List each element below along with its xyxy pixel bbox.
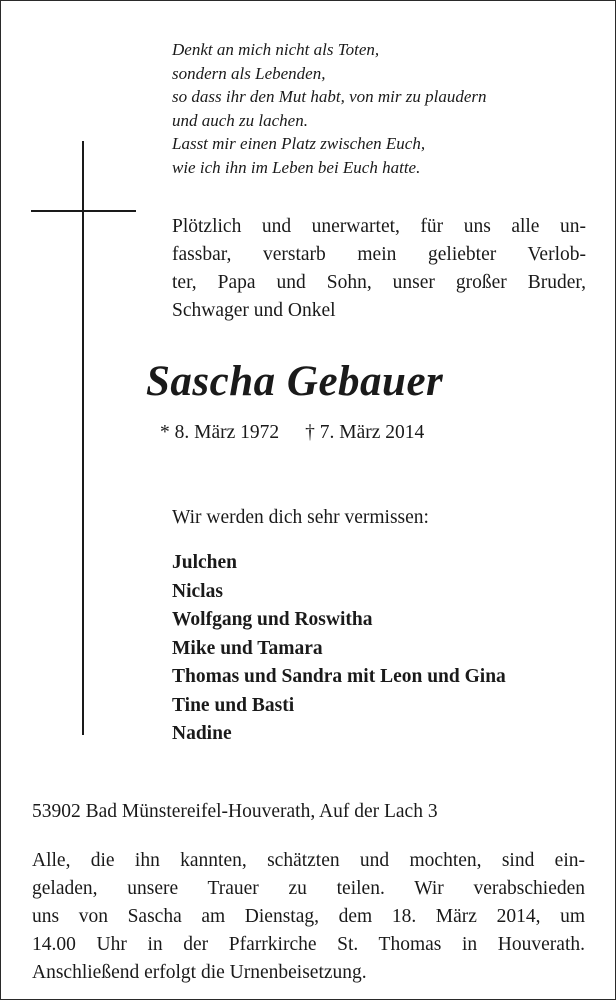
mourners-heading: Wir werden dich sehr vermissen: (172, 507, 429, 528)
announcement-text (172, 213, 586, 325)
announcement-line: Plötzlich und unerwartet, für uns alle un- (172, 216, 586, 237)
mourner-name: Thomas und Sandra mit Leon und Gina (172, 666, 506, 687)
announcement-line: Schwager und Onkel (172, 300, 336, 321)
funeral-info-line: 14.00 Uhr in der Pfarrkirche St. Thomas in Houverath. (32, 934, 585, 955)
mourner-name: Niclas (172, 580, 223, 602)
deceased-name: Sascha Gebauer (146, 358, 444, 405)
life-dates (160, 419, 424, 447)
mourner-name: Nadine (172, 723, 232, 744)
poem-line: sondern als Lebenden, (172, 63, 326, 83)
mourner-name: Mike und Tamara (172, 637, 323, 659)
family-address: 53902 Bad Münstereifel-Houverath, Auf der Lach 3 (32, 801, 438, 822)
funeral-information (32, 847, 585, 987)
poem-line: Denkt an mich nicht als Toten, (172, 40, 380, 59)
funeral-info-line: geladen, unsere Trauer zu teilen. Wir verabschieden (32, 878, 585, 899)
funeral-info-line: Alle, die ihn kannten, schätzten und mochten, sind ein- (32, 850, 585, 871)
mourner-name: Wolfgang und Roswitha (172, 609, 373, 630)
funeral-info-line: uns von Sascha am Dienstag, dem 18. März 2014, um (32, 906, 585, 927)
poem-line: und auch zu lachen. (172, 110, 308, 130)
poem-line: so dass ihr den Mut habt, von mir zu plaudern (172, 87, 487, 106)
mourners-list (172, 549, 506, 749)
cross-vertical-bar (82, 141, 84, 735)
funeral-info-line: Anschließend erfolgt die Urnenbeisetzung. (32, 962, 367, 983)
memorial-poem (172, 38, 487, 179)
death-date: † 7. März 2014 (305, 422, 425, 443)
mourner-name: Julchen (172, 552, 238, 573)
birth-date: * 8. März 1972 (160, 422, 280, 443)
poem-line: Lasst mir einen Platz zwischen Euch, (172, 134, 426, 153)
announcement-line: fassbar, verstarb mein geliebter Verlob- (172, 244, 586, 265)
mourner-name: Tine und Basti (172, 694, 295, 716)
poem-line: wie ich ihn im Leben bei Euch hatte. (172, 157, 421, 177)
cross-horizontal-bar (31, 210, 136, 212)
announcement-line: ter, Papa und Sohn, unser großer Bruder, (172, 272, 586, 293)
